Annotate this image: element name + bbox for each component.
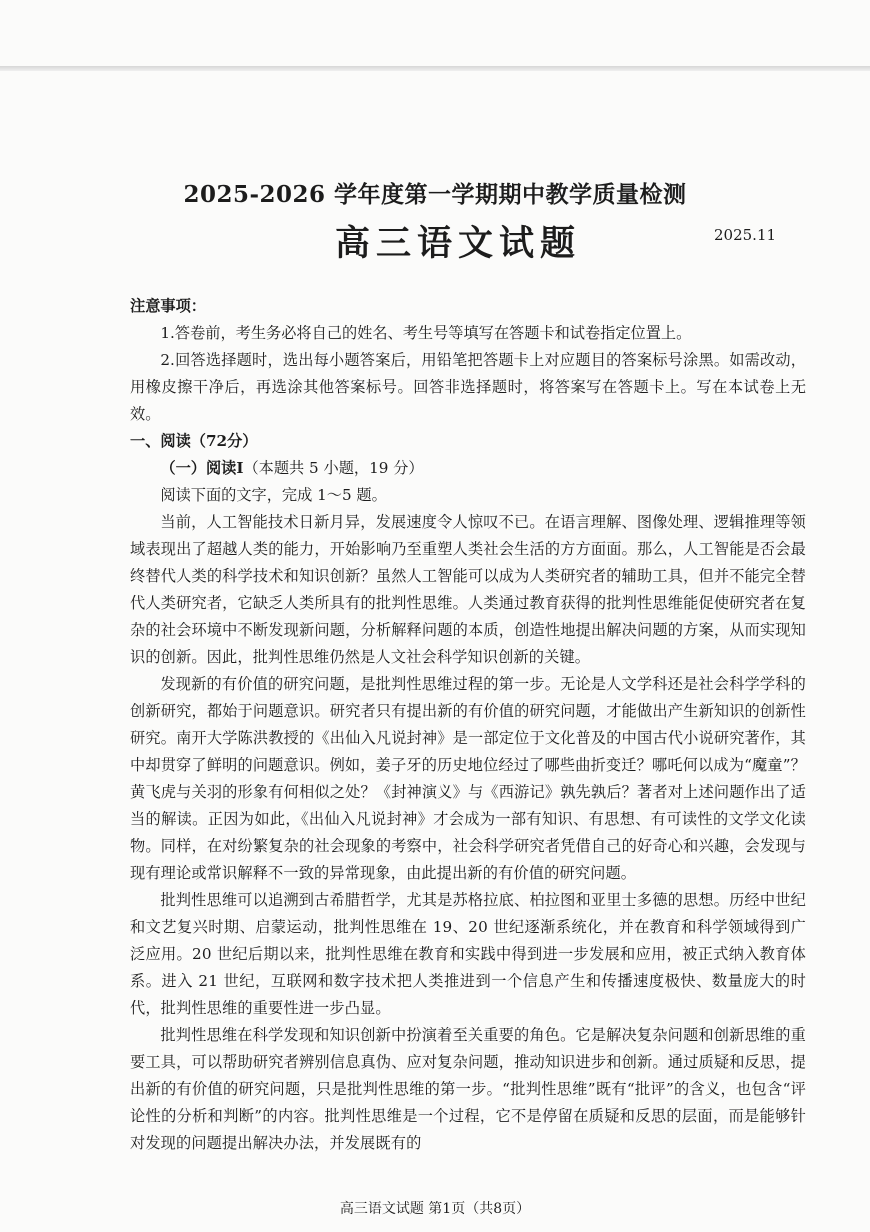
paper-title: 高三语文试题	[334, 223, 581, 264]
exam-date: 2025.11	[714, 226, 777, 244]
passage-paragraph-3: 批判性思维可以追溯到古希腊哲学，尤其是苏格拉底、柏拉图和亚里士多德的思想。历经中世纪和文艺复兴时期、启蒙运动，批判性思维在 19、20 世纪逐渐系统化，并在教育和科学领域得到广泛应用。20 世纪后期以来，批判性思维在教育和实践中得到进一步发展和应用，被正式纳入教育体系。进入 21 世纪，互联网和数字技术把人类推进到一个信息产生和传播速度极快、数量庞大的时代，批判性思维的重要性进一步凸显。	[130, 891, 806, 1017]
subsection-title: （一）阅读Ⅰ	[160, 459, 244, 477]
page-footer: 高三语文试题 第1页（共8页）	[339, 1201, 531, 1217]
passage-paragraph-4: 批判性思维在科学发现和知识创新中扮演着至关重要的角色。它是解决复杂问题和创新思维的重要工具，可以帮助研究者辨别信息真伪、应对复杂问题，推动知识进步和创新。通过质疑和反思，提出新的有价值的研究问题，只是批判性思维的第一步。“批判性思维”既有“批评”的含义，也包含“评论性的分析和判断”的内容。批判性思维是一个过程，它不是停留在质疑和反思的层面，而是能够针对发现的问题提出解决办法，并发展既有的	[130, 1026, 806, 1152]
subsection-note: （本题共 5 小题，19 分）	[243, 459, 424, 477]
subsection-heading	[130, 455, 806, 482]
notice-heading: 注意事项：	[130, 297, 206, 315]
exam-title: 2025-2026 学年度第一学期期中教学质量检测	[183, 181, 687, 208]
section-heading: 一、阅读（72分）	[130, 432, 258, 450]
passage-paragraph-1: 当前，人工智能技术日新月异，发展速度令人惊叹不已。在语言理解、图像处理、逻辑推理等领域表现出了超越人类的能力，开始影响乃至重塑人类社会生活的方方面面。那么，人工智能是否会最终替代人类的科学技术和知识创新？虽然人工智能可以成为人类研究者的辅助工具，但并不能完全替代人类研究者，它缺乏人类所具有的批判性思维。人类通过教育获得的批判性思维能促使研究者在复杂的社会环境中不断发现新问题，分析解释问题的本质，创造性地提出解决问题的方案，从而实现知识的创新。因此，批判性思维仍然是人文社会科学知识创新的关键。	[130, 513, 806, 666]
notice-item-1: 1.答卷前，考生务必将自己的姓名、考生号等填写在答题卡和试卷指定位置上。	[160, 324, 692, 342]
passage-paragraph-2: 发现新的有价值的研究问题，是批判性思维过程的第一步。无论是人文学科还是社会科学学科的创新研究，都始于问题意识。研究者只有提出新的有价值的研究问题，才能做出产生新知识的创新性研究。南开大学陈洪教授的《出仙入凡说封神》是一部定位于文化普及的中国古代小说研究著作，其中却贯穿了鲜明的问题意识。例如，姜子牙的历史地位经过了哪些曲折变迁？哪吒何以成为“魔童”？黄飞虎与关羽的形象有何相似之处？《封神演义》与《西游记》孰先孰后？著者对上述问题作出了适当的解读。正因为如此，《出仙入凡说封神》才会成为一部有知识、有思想、有可读性的文学文化读物。同样，在对纷繁复杂的社会现象的考察中，社会科学研究者凭借自己的好奇心和兴趣，会发现与现有理论或常识解释不一致的异常现象，由此提出新的有价值的研究问题。	[130, 675, 806, 882]
reading-instruction: 阅读下面的文字，完成 1～5 题。	[160, 486, 387, 504]
exam-content	[130, 293, 806, 1157]
notice-item-2: 2.回答选择题时，选出每小题答案后，用铅笔把答题卡上对应题目的答案标号涂黑。如需改动，用橡皮擦干净后，再选涂其他答案标号。回答非选择题时，将答案写在答题卡上。写在本试卷上无效。	[130, 351, 806, 423]
scan-edge-line	[0, 66, 870, 71]
